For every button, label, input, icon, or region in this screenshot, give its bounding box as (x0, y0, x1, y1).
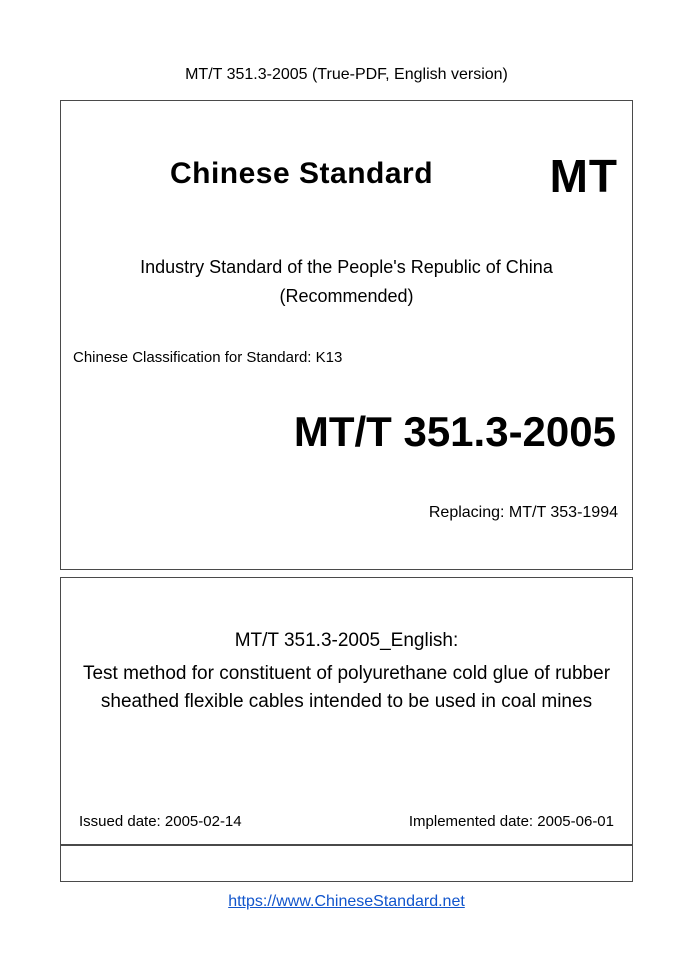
replacing-line: Replacing: MT/T 353-1994 (428, 504, 618, 521)
document-header-line: MT/T 351.3-2005 (True-PDF, English version) (185, 66, 508, 83)
cover-top-box (60, 100, 633, 570)
website-link[interactable]: https://www.ChineseStandard.net (228, 893, 465, 910)
issued-date: Issued date: 2005-02-14 (79, 813, 242, 830)
standard-type-recommended: (Recommended) (279, 286, 414, 306)
empty-bottom-box (60, 845, 633, 882)
brand-logo-mt: MT (549, 150, 618, 202)
document-title: Test method for constituent of polyurethane cold glue of rubber sheathed flexible cables intended to be used in coal mines (82, 663, 611, 712)
implemented-date: Implemented date: 2005-06-01 (408, 813, 614, 830)
english-standard-label: MT/T 351.3-2005_English: (234, 630, 459, 651)
brand-title: Chinese Standard (169, 157, 434, 190)
brand-row (61, 149, 632, 209)
standard-number: MT/T 351.3-2005 (293, 408, 616, 455)
document-footer (0, 893, 693, 911)
title-block-box (60, 577, 633, 845)
classification-line: Chinese Classification for Standard: K13 (73, 349, 343, 366)
standard-type-line: Industry Standard of the People's Republic of China (140, 257, 553, 277)
dates-row (61, 813, 632, 830)
